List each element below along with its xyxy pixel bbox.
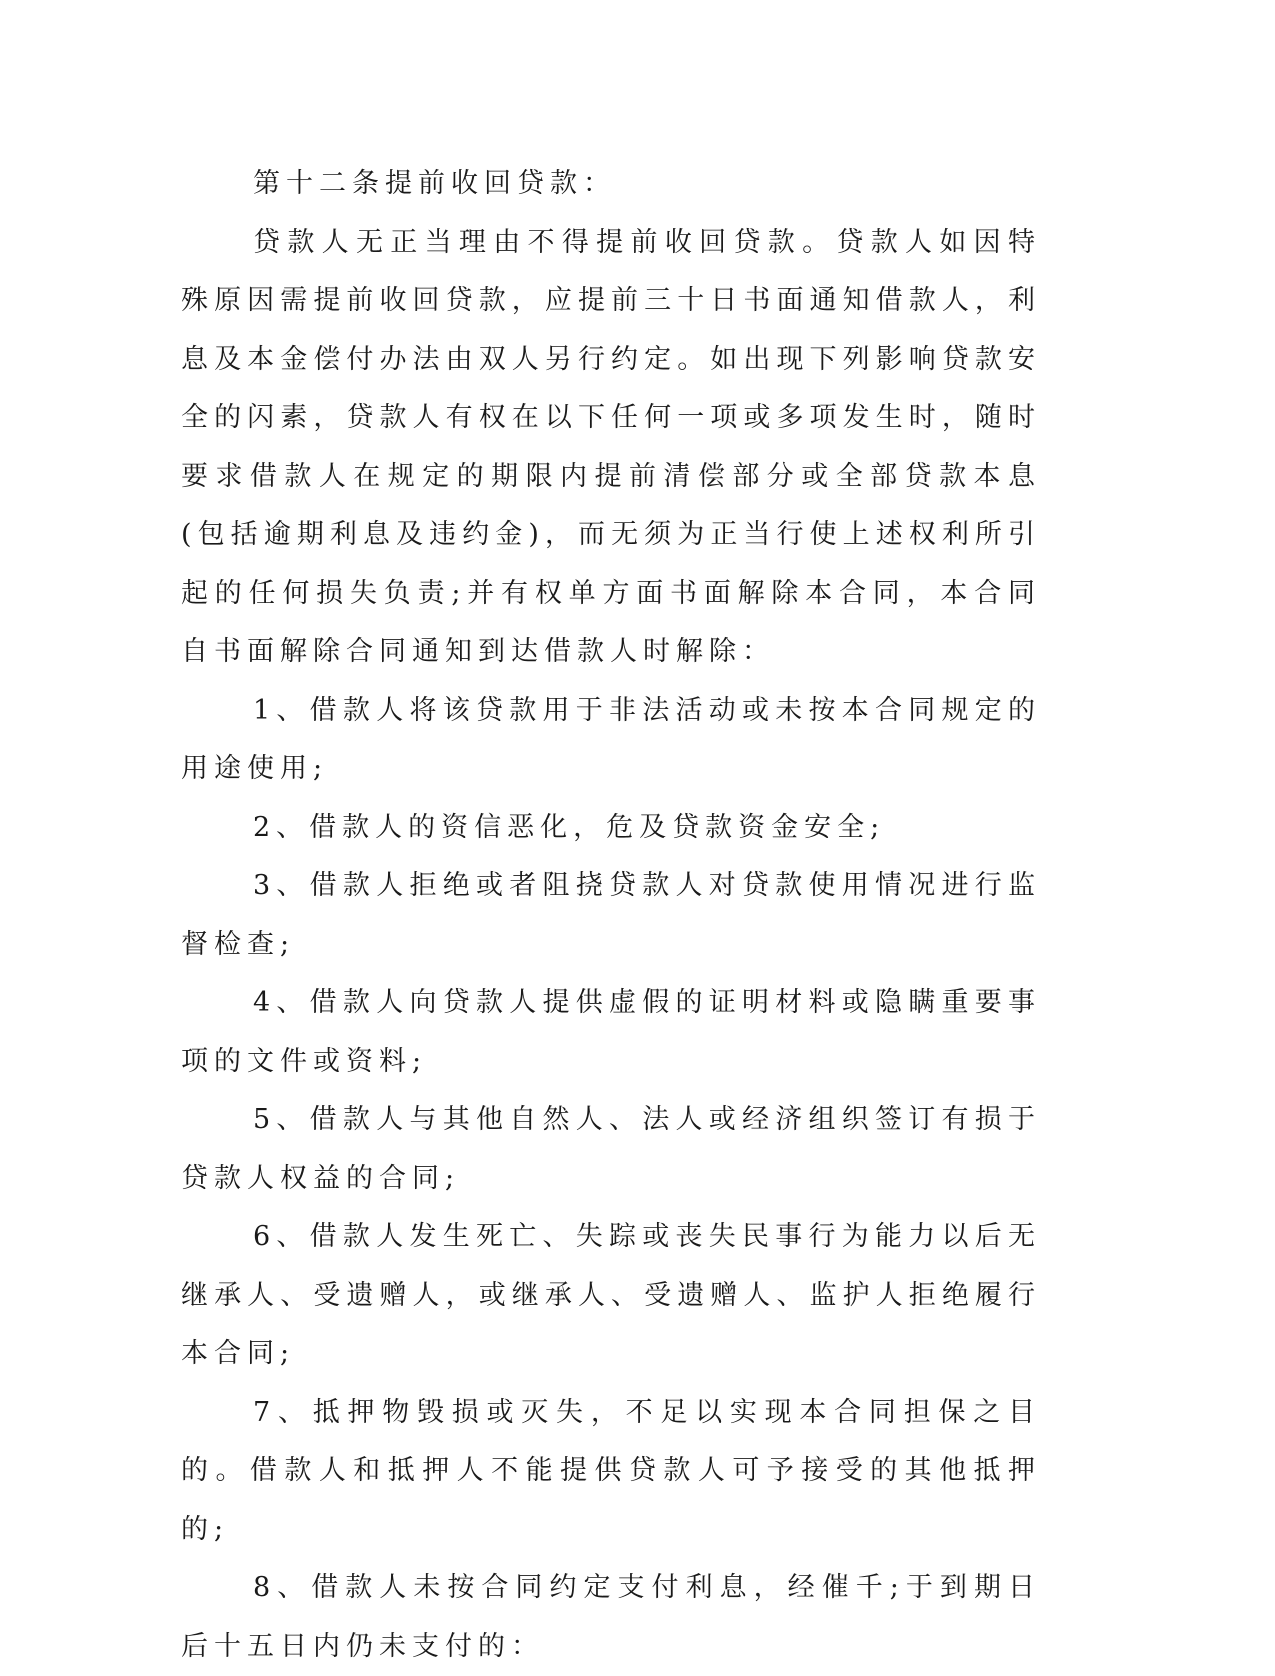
intro-paragraph: 贷款人无正当理由不得提前收回贷款。贷款人如因特殊原因需提前收回贷款，应提前三十日书面通知借款人，利息及本金偿付办法由双人另行约定。如出现下列影响贷款安全的闪素，贷款人有权在以下任何一项或多项发生时，随时要求借款人在规定的期限内提前清偿部分或全部贷款本息(包括逾期利息及违约金)，而无须为正当行使上述权利所引起的任何损失负责;并有权单方面书面解除本合同，本合同自书面解除合同通知到达借款人时解除： xyxy=(181,226,1041,667)
list-item: 5、借款人与其他自然人、法人或经济组织签订有损于贷款人权益的合同; xyxy=(181,1104,1041,1194)
list-item: 8、借款人未按合同约定支付利息，经催千;于到期日后十五日内仍未支付的： xyxy=(181,1572,1041,1662)
list-item: 3、借款人拒绝或者阻挠贷款人对贷款使用情况进行监督检查; xyxy=(181,870,1041,960)
list-item: 2、借款人的资信恶化，危及贷款资金安全; xyxy=(253,811,886,843)
list-item: 6、借款人发生死亡、失踪或丧失民事行为能力以后无继承人、受遗赠人，或继承人、受遗赠人、监护人拒绝履行本合同; xyxy=(181,1221,1041,1369)
list-item: 1、借款人将该贷款用于非法活动或未按本合同规定的用途使用; xyxy=(181,694,1041,784)
section-heading: 第十二条提前收回贷款： xyxy=(253,168,616,199)
list-item: 7、抵押物毁损或灭失，不足以实现本合同担保之目的。借款人和抵押人不能提供贷款人可予接受的其他抵押的; xyxy=(181,1396,1041,1545)
list-item: 4、借款人向贷款人提供虚假的证明材料或隐瞒重要事项的文件或资料; xyxy=(181,987,1041,1077)
document-body xyxy=(181,155,1041,1676)
